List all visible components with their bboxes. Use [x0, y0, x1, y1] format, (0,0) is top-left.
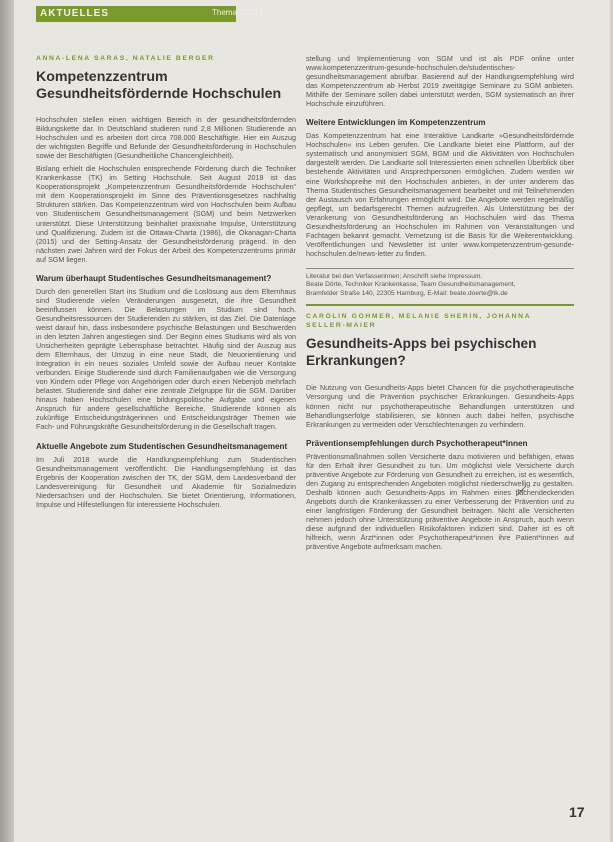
article-authors: CAROLIN GOHMER, MELANIE SHERIN, JOHANNA SELLER-MAIER	[306, 313, 531, 330]
contact-line: Literatur bei den Verfasserinnen; Anschrift siehe Impressum.	[306, 272, 483, 280]
page-number: 17	[569, 804, 585, 820]
body-paragraph: Im Juli 2018 wurde die Handlungsempfehlung zum Studentischen Gesundheitsmanagement veröffentlicht. Die Handlungsempfehlung ist das Ergebnis der Kooperation zwischen der TK, der SGM, dem Landesverband der Landesvereinigung für Gesundheit und Akademie für Sozialmedizin Niedersachsen und der Hochschulen. Sie bietet Orientierung, Informationen, Impulse und Hilfestellungen für interessierte Hochschulen.	[36, 454, 296, 509]
body-paragraph: Bislang erhielt die Hochschulen entsprechende Förderung durch die Techniker Krankenkasse (TK) im Setting Hochschule. Seit August 2018 ist das Kooperationsprojekt „Kompetenzzentrum Gesundheitsfördernde Hochschulen“ mit dem Kooperationsprojekt im Sinne des Präventionsgesetzes nachhaltig Strukturen stärken. Das Kompetenzzentrum wird von Hochschulen beim Aufbau von Studentischem Gesundheitsmanagement (SGM) und beim Netzwerken unterstützt. Diese Unterstützung beinhaltet praxisnahe Impulse, Unterstützung und Qualifizierung. Zudem ist die Ottawa-Charta (1986), die Okanagan-Charta (2015) und der Setting-Ansatz der Gesundheitsförderung prägend. In den nächsten zwei Jahren wird der Fokus der Arbeit des Kompetenzzentrums primär auf SGM liegen.	[36, 164, 296, 264]
section-heading: Aktuelle Angebote zum Studentischen Gesundheitsmanagement	[36, 441, 288, 451]
contact-line: Bramfelder Straße 140, 22305 Hamburg, E-Mail: beate.doerte@tk.de	[306, 289, 508, 297]
article-title: Kompetenzzentrum Gesundheitsfördernde Hochschulen	[36, 69, 282, 102]
body-paragraph: Präventionsmaßnahmen sollen Versicherte dazu motivieren und befähigen, etwas für den Erhalt ihrer Gesundheit zu tun. Um möglichst viele Versicherte durch präventive Angebote zur Förderung von Gesundheit zu erreichen, ist es wesentlich, den Zugang zu entsprechenden Angeboten möglichst niederschwellig zu gestalten. Deshalb können auch Gesundheits-Apps im Rahmen eines flächendeckenden Angebots durch die Krankenkassen zu einer Verbesserung der Prävention und zu einer langfristigen Förderung der Gesundheit beitragen. Nicht alle Versicherten nehmen jedoch ohne Unterstützung präventive Angebote in Anspruch, auch wenn diese aufgrund der individuellen Risikofaktoren indiziert sind. Daher ist es oft hilfreich, wenn Ärzt*innen oder Psychotherapeut*innen ihre Patient*innen auf präventive Angebote aufmerksam machen.	[306, 451, 574, 552]
divider	[306, 268, 574, 269]
section-heading: Warum überhaupt Studentisches Gesundheitsmanagement?	[36, 273, 272, 283]
section-heading: Präventionsempfehlungen durch Psychotherapeut*innen	[306, 438, 528, 448]
body-paragraph: Durch den generellen Start ins Studium und die Loslösung aus dem Elternhaus sind Studierende vielen Veränderungen ausgesetzt, die ihre Gesundheit beeinflussen können. Die Belastungen im Studium sind hoch. Gesundheitsressourcen der Studierenden zu stärken, ist das Ziel. Die Datenlage weist darauf hin, dass insbesondere psychische Belastungen und Beschwerden in den letzten Jahren angestiegen sind. Der Beginn eines Studiums wird als von Unsicherheiten geprägte Lebensphase betrachtet. Häufig sind der Auszug aus dem Elternhaus, der Umzug in eine neue Stadt, die Neuorientierung und Integration in ein neues soziales Umfeld sowie der Aufbau neuer Kontakte verbunden. Einige Studierende sind durch Familienaufgaben wie die Versorgung von Kindern oder Pflege von Angehörigen oder durch einen Nebenjob mehrfach belastet. Studierende sind daher eine zentrale Zielgruppe für die SGM. Darüber hinaus haben Hochschulen eine bildungspolitische Aufgabe und eigenen Anspruch für andere gesellschaftliche Bereiche. Studierende können als zukünftige Entscheidungsträgerinnen und Entscheidungsträger Themen wie Fach- und Führungskräfte Gesundheitsförderung in die Gesellschaft tragen.	[36, 286, 296, 432]
body-paragraph: stellung und Implementierung von SGM und ist als PDF online unter www.kompetenzzentrum-gesunde-hochschulen.de/studentisches-gesundheitsmanagement abrufbar. Basierend auf der Handlungsempfehlung wird das Kompetenzzentrum ab Herbst 2019 zweitägige Seminare zu SGM anbieten. Mithilfe der Seminare sollen dabei unterstützt werden, SGM systematisch an ihrer Hochschule einzuführen.	[306, 54, 574, 109]
page-gutter-shadow	[0, 0, 14, 842]
article-authors: ANNA-LENA SARAS, NATALIE BERGER	[36, 55, 215, 62]
section-heading: Weitere Entwicklungen im Kompetenzzentrum	[306, 118, 486, 128]
contact-line: Beate Dörte, Techniker Krankenkasse, Team Gesundheitsmanagement,	[306, 281, 516, 289]
handwritten-pen-mark	[514, 484, 528, 498]
article-title: Gesundheits-Apps bei psychischen Erkrankungen?	[306, 336, 537, 368]
right-column	[306, 54, 574, 555]
body-paragraph: Hochschulen stellen einen wichtigen Bereich in der gesundheitsfördernden Bildungskette dar. In Deutschland studieren rund 2,8 Millionen Studierende an Hochschulen und es arbeiten dort circa 708.000 Beschäftigte. Hier ein Auszug der wichtigsten Begriffe und Befunde der Gesundheitsförderung in Hochschulen sowie der Beschäftigten (Gesundheitliche Chancengleichheit).	[36, 115, 296, 161]
article-separator	[306, 304, 574, 306]
section-category: AKTUELLES	[40, 8, 109, 19]
body-paragraph: Das Kompetenzzentrum hat eine Interaktive Landkarte »Gesundheitsfördernde Hochschulen« ins Leben gerufen. Die Landkarte bietet eine Plattform, auf der systematisch und anonymisiert SGM, BGM und die Aktivitäten von Hochschulen dargestellt werden. Die Landkarte soll Interessierten einen schnellen Überblick über bestehende Aktivitäten und Ansprechpersonen ermöglichen. Zudem werden wir eine Workshopreihe mit den Hochschulen anbieten, in der unter anderem das Thema Studentisches Gesundheitsmanagement bearbeitet und mit Teilnehmenden der Austausch von Erfahrungen ermöglicht wird. Die Angebote werden regelmäßig gepflegt, um bedarfsgerecht Themen aufzugreifen. Als Unterstützung bei der Verankerung von Gesundheitsförderung an Hochschulen wird das Thema Gesundheitsförderung an Hochschulen im Rahmen von Veranstaltungen und Fachtagen bekannt gemacht. Vernetzung ist die Basis für die Weiterentwicklung. Veröffentlichungen und Newsletter ist unter www.kompetenzzentrum-gesunde-hochschulen.de/news-letter zu finden.	[306, 131, 574, 258]
left-column	[36, 54, 296, 513]
body-paragraph: Die Nutzung von Gesundheits-Apps bietet Chancen für die psychotherapeutische Versorgung und die Prävention psychischer Erkrankungen. Gesundheits-Apps können nicht nur psychotherapeutische Behandlungen unterstützen und Behandlungserfolge stabilisieren, sie können auch dabei helfen, psychische Erkrankungen zu vermeiden oder Verschlechterungen zu verhindern.	[306, 383, 574, 429]
issue-label: Thema 2/2019	[212, 8, 264, 17]
